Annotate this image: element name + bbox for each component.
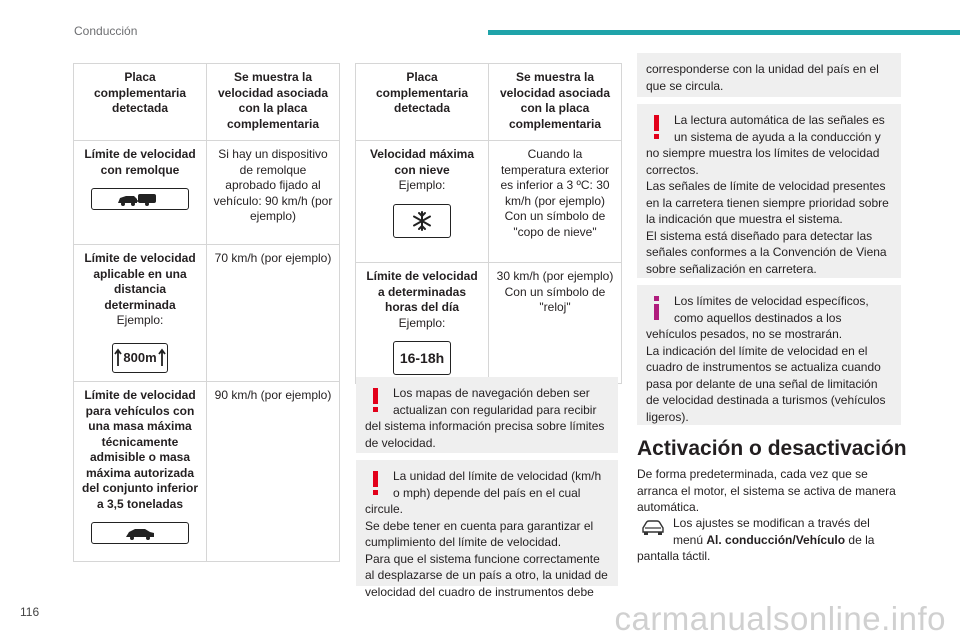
- warning-box-units-continued: [637, 53, 901, 97]
- row-example-label: Ejemplo:: [116, 313, 164, 327]
- warning-icon: [365, 468, 391, 498]
- table-row: [356, 263, 622, 384]
- settings-text-pre: Los ajustes se modifican a través del menú: [673, 516, 870, 547]
- row-title: Límite de velocidad para vehículos con una masa máxima técnicamente admisible o masa máxima autorizada del conjunto inferior a 3,5 toneladas: [82, 388, 198, 511]
- row-example-label: Ejemplo:: [398, 315, 446, 330]
- warning-box-units: [356, 460, 618, 599]
- signs-table-2: [355, 63, 622, 384]
- car-trailer-icon: [91, 188, 189, 210]
- warning-text: La unidad del límite de velocidad (km/h o mph) depende del país en el cual circule.: [365, 469, 602, 516]
- info-box-limits: [637, 285, 901, 425]
- page-number: 116: [20, 605, 40, 619]
- table-row: [356, 141, 622, 263]
- section-title: Conducción: [74, 24, 138, 38]
- sign-label: 16-18h: [399, 350, 445, 366]
- row-example-label: Ejemplo:: [398, 178, 446, 192]
- table-row: [74, 382, 340, 562]
- row-description: Cuando la temperatura exterior es inferior a 3 ºC: 30 km/h (por ejemplo) Con un símbolo de "copo de nieve": [500, 147, 610, 239]
- row-description: 30 km/h (por ejemplo) Con un símbolo de "reloj": [496, 269, 614, 314]
- snowflake-icon: [393, 204, 451, 238]
- warning-text: La lectura automática de las señales es un sistema de ayuda a la conducción y no siempre muestra los límites de velocidad correctos.: [646, 113, 885, 177]
- settings-submenu-name: Vehículo: [795, 532, 846, 547]
- col-header-displayed: Se muestra la velocidad asociada con la placa complementaria: [499, 70, 611, 131]
- warning-text: Para que el sistema funcione correctamente al desplazarse de un país a otro, la unidad de velocidad del cuadro de instrumentos debe: [365, 551, 608, 599]
- info-text: Los límites de velocidad específicos, como aquellos destinados a los vehículos pesados, no se mostrarán.: [646, 294, 869, 341]
- warning-box-reading: [637, 104, 901, 278]
- table-row: [74, 141, 340, 245]
- section-heading: Activación o desactivación: [637, 437, 907, 460]
- settings-separator: /: [792, 532, 796, 547]
- table-row: [74, 245, 340, 382]
- warning-text: Las señales de límite de velocidad presentes en la carretera tienen siempre prioridad sobre la indicación que muestra el sistema.: [646, 179, 889, 226]
- row-description: Si hay un dispositivo de remolque aprobado fijado al vehículo: 90 km/h (por ejemplo): [213, 147, 333, 223]
- settings-paragraph: [637, 515, 903, 565]
- info-text: La indicación del límite de velocidad en el cuadro de instrumentos se actualiza cuando pasa por delante de una señal de limitación de velocidad destinada a turismos (vehículos ligeros).: [646, 343, 886, 424]
- row-description: 70 km/h (por ejemplo): [214, 251, 332, 265]
- warning-text: Se debe tener en cuenta para garantizar el cumplimiento del límite de velocidad.: [365, 518, 594, 549]
- warning-box-maps: [356, 377, 618, 453]
- car-icon: [637, 515, 673, 545]
- warning-icon: [646, 112, 672, 142]
- header-accent-bar: [488, 30, 960, 35]
- warning-text: corresponderse con la unidad del país en el que se circula.: [646, 62, 879, 93]
- table-header-row: [74, 64, 340, 141]
- settings-menu-name: Al. conducción: [706, 532, 793, 547]
- settings-text-post: de la pantalla táctil.: [637, 532, 875, 563]
- row-title: Límite de velocidad con remolque: [84, 147, 196, 177]
- warning-icon: [365, 385, 391, 415]
- row-title: Velocidad máxima con nieve: [369, 147, 475, 177]
- signs-table-1: [73, 63, 340, 562]
- sign-label: 800m: [123, 349, 157, 365]
- col-header-detected: Placa complementaria detectada: [375, 70, 469, 115]
- watermark: carmanualsonline.info: [614, 600, 946, 637]
- warning-text: Los mapas de navegación deben ser actualizan con regularidad para recibir del sistema información precisa sobre límites de velocidad.: [365, 386, 605, 450]
- row-title: Límite de velocidad aplicable en una distancia determinada: [84, 251, 196, 312]
- row-title: Límite de velocidad a determinadas horas del día: [366, 269, 478, 314]
- activation-paragraph: De forma predeterminada, cada vez que se arranca el motor, el sistema se activa de manera automática.: [637, 467, 896, 514]
- row-description: 90 km/h (por ejemplo): [214, 388, 332, 402]
- col-header-displayed: Se muestra la velocidad asociada con la placa complementaria: [217, 70, 329, 131]
- col-header-detected: Placa complementaria detectada: [93, 70, 187, 115]
- car-icon: [91, 522, 189, 544]
- time-sign: [393, 341, 451, 375]
- table-header-row: [356, 64, 622, 141]
- distance-sign: [112, 343, 168, 373]
- warning-text: El sistema está diseñado para detectar las señales conformes a la Convención de Viena sobre señalización en carretera.: [646, 228, 887, 276]
- info-icon: [646, 293, 672, 323]
